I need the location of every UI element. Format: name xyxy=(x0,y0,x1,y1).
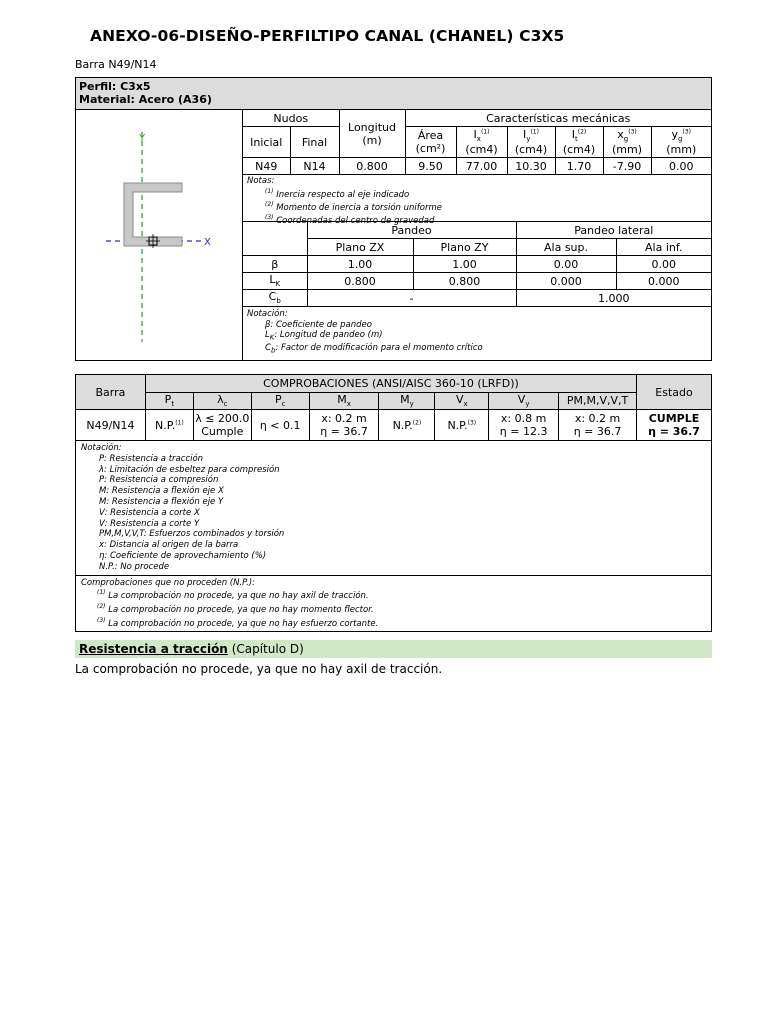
np-notes xyxy=(75,576,712,633)
cell: 0.000 xyxy=(616,273,711,290)
notes-block xyxy=(243,175,711,226)
notation-head: Notación: xyxy=(81,443,122,453)
notation-line: P: Resistencia a tracción xyxy=(99,453,204,464)
cell: N.P.$^{(1)}$ xyxy=(145,410,193,441)
pc-header: $P_c$ xyxy=(251,392,309,410)
notation-line: V: Resistencia a corte Y xyxy=(99,518,200,529)
note-3: $^{(3)}$ Coordenadas del centro de gravedad xyxy=(265,214,435,226)
final-header: Final xyxy=(290,127,339,158)
np-head: Comprobaciones que no proceden (N.P.): xyxy=(81,577,256,588)
cell: 0.00 xyxy=(651,158,711,175)
lk-label: $L_K$ xyxy=(243,273,307,290)
cb-label: $C_b$ xyxy=(243,290,307,307)
checks-table xyxy=(75,374,712,441)
cell: 0.800 xyxy=(339,158,405,175)
comprobaciones-header: COMPROBACIONES (ANSI/AISC 360-10 (LRFD)) xyxy=(145,375,636,393)
x-axis-label: X xyxy=(204,237,211,248)
notation-line: x: Distancia al origen de la barra xyxy=(99,540,239,551)
cell: - xyxy=(307,290,516,307)
cell: N.P.$^{(3)}$ xyxy=(435,410,489,441)
cell: x: 0.2 m η = 36.7 xyxy=(309,410,379,441)
notation-line: $L_K$: Longitud de pandeo (m) xyxy=(265,330,383,342)
notes-head: Notas: xyxy=(247,176,275,186)
pandeo-lateral-header: Pandeo lateral xyxy=(516,222,711,239)
perfil-name: Perfil: C3x5 xyxy=(79,80,151,93)
cell: 10.30 xyxy=(507,158,555,175)
cell: 0.00 xyxy=(516,256,616,273)
cb-row xyxy=(243,290,711,307)
cell: -7.90 xyxy=(603,158,651,175)
ix-header: $I_x^{(1)}$ (cm4) xyxy=(456,127,507,158)
perfil-header xyxy=(76,78,711,110)
nudos-header: Nudos xyxy=(243,110,339,127)
barra-header: Barra xyxy=(76,375,146,410)
caract-header: Características mecánicas xyxy=(405,110,711,127)
page-title: ANEXO-06-DISEÑO-PERFILTIPO CANAL (CHANEL) C3X5 xyxy=(90,27,565,45)
beta-row xyxy=(243,256,711,273)
it-header: $I_t^{(2)}$ (cm4) xyxy=(555,127,603,158)
cell: 0.000 xyxy=(516,273,616,290)
cell: 0.800 xyxy=(413,273,516,290)
inicial-header: Inicial xyxy=(243,127,290,158)
yg-header: $y_g^{(3)}$ (mm) xyxy=(651,127,711,158)
cell: 1.70 xyxy=(555,158,603,175)
estado-header: Estado xyxy=(637,375,712,410)
cell: 1.00 xyxy=(413,256,516,273)
longitud-header: Longitud (m) xyxy=(339,110,405,158)
mechanical-properties-table xyxy=(243,110,711,175)
section-text: La comprobación no procede, ya que no hay axil de tracción. xyxy=(75,662,443,676)
notation-line: PM,M,V,V,T: Esfuerzos combinados y torsión xyxy=(99,529,285,540)
properties-panel xyxy=(243,110,711,358)
beta-label: β xyxy=(243,256,307,273)
section-chapter: (Capítulo D) xyxy=(231,642,304,656)
notation-line: $C_b$: Factor de modificación para el momento crítico xyxy=(265,343,483,355)
barra-label: Barra N49/N14 xyxy=(75,58,157,71)
notation-line: η: Coeficiente de aprovechamiento (%) xyxy=(99,550,267,561)
cell: 9.50 xyxy=(405,158,456,175)
np-line: $^{(2)}$ La comprobación no procede, ya que no hay momento flector. xyxy=(97,602,374,615)
iy-header: $I_y^{(1)}$ (cm4) xyxy=(507,127,555,158)
lc-header: $\lambda_c$ xyxy=(193,392,251,410)
perfil-material: Material: Acero (A36) xyxy=(79,93,212,106)
pm-header: PM,M,V,V,T xyxy=(559,392,637,410)
cell: x: 0.2 m η = 36.7 xyxy=(559,410,637,441)
xg-header: $x_g^{(3)}$ (mm) xyxy=(603,127,651,158)
estado-cell: CUMPLE η = 36.7 xyxy=(637,410,712,441)
perfil-panel xyxy=(75,77,712,361)
checks-row xyxy=(76,410,712,441)
mx-header: $M_x$ xyxy=(309,392,379,410)
notation-line: P: Resistencia a compresión xyxy=(99,475,219,486)
section-header xyxy=(75,640,712,658)
notation-head: Notación: xyxy=(247,309,288,319)
cell: 1.000 xyxy=(516,290,711,307)
checks-panel xyxy=(75,374,712,632)
cell: λ ≤ 200.0 Cumple xyxy=(193,410,251,441)
vy-header: $V_y$ xyxy=(489,392,559,410)
notation-line: M: Resistencia a flexión eje X xyxy=(99,486,224,497)
properties-row xyxy=(243,158,711,175)
plano-zy-header: Plano ZY xyxy=(413,239,516,256)
note-1: $^{(1)}$ Inercia respecto al eje indicado xyxy=(265,187,410,200)
section-drawing xyxy=(76,110,243,360)
cell: N49/N14 xyxy=(76,410,146,441)
pandeo-header: Pandeo xyxy=(307,222,516,239)
notation-line: N.P.: No procede xyxy=(99,561,170,572)
cell: 0.00 xyxy=(616,256,711,273)
notation-line: V: Resistencia a corte X xyxy=(99,507,200,518)
cell: N.P.$^{(2)}$ xyxy=(379,410,435,441)
checks-notation xyxy=(75,441,712,576)
notation-block xyxy=(243,307,711,358)
notation-line: M: Resistencia a flexión eje Y xyxy=(99,496,224,507)
cell: η < 0.1 xyxy=(251,410,309,441)
cell: 0.800 xyxy=(307,273,413,290)
y-axis-label: Y xyxy=(139,133,146,144)
cell: x: 0.8 m η = 12.3 xyxy=(489,410,559,441)
ala-sup-header: Ala sup. xyxy=(516,239,616,256)
my-header: $M_y$ xyxy=(379,392,435,410)
pt-header: $P_t$ xyxy=(145,392,193,410)
notation-line: λ: Limitación de esbeltez para compresión xyxy=(99,464,280,475)
note-2: $^{(2)}$ Momento de inercia a torsión uniforme xyxy=(265,200,442,213)
cell: N49 xyxy=(243,158,290,175)
plano-zx-header: Plano ZX xyxy=(307,239,413,256)
cell: 77.00 xyxy=(456,158,507,175)
buckling-table xyxy=(243,222,711,307)
cell: N14 xyxy=(290,158,339,175)
area-header: Área (cm²) xyxy=(405,127,456,158)
cell: 1.00 xyxy=(307,256,413,273)
lk-row xyxy=(243,273,711,290)
section-title: Resistencia a tracción xyxy=(79,642,228,656)
np-line: $^{(3)}$ La comprobación no procede, ya que no hay esfuerzo cortante. xyxy=(97,616,379,629)
ala-inf-header: Ala inf. xyxy=(616,239,711,256)
channel-section-svg xyxy=(76,110,242,360)
buckling-corner xyxy=(243,222,307,256)
notation-line: β: Coeficiente de pandeo xyxy=(265,319,372,330)
np-line: $^{(1)}$ La comprobación no procede, ya que no hay axil de tracción. xyxy=(97,589,369,602)
vx-header: $V_x$ xyxy=(435,392,489,410)
